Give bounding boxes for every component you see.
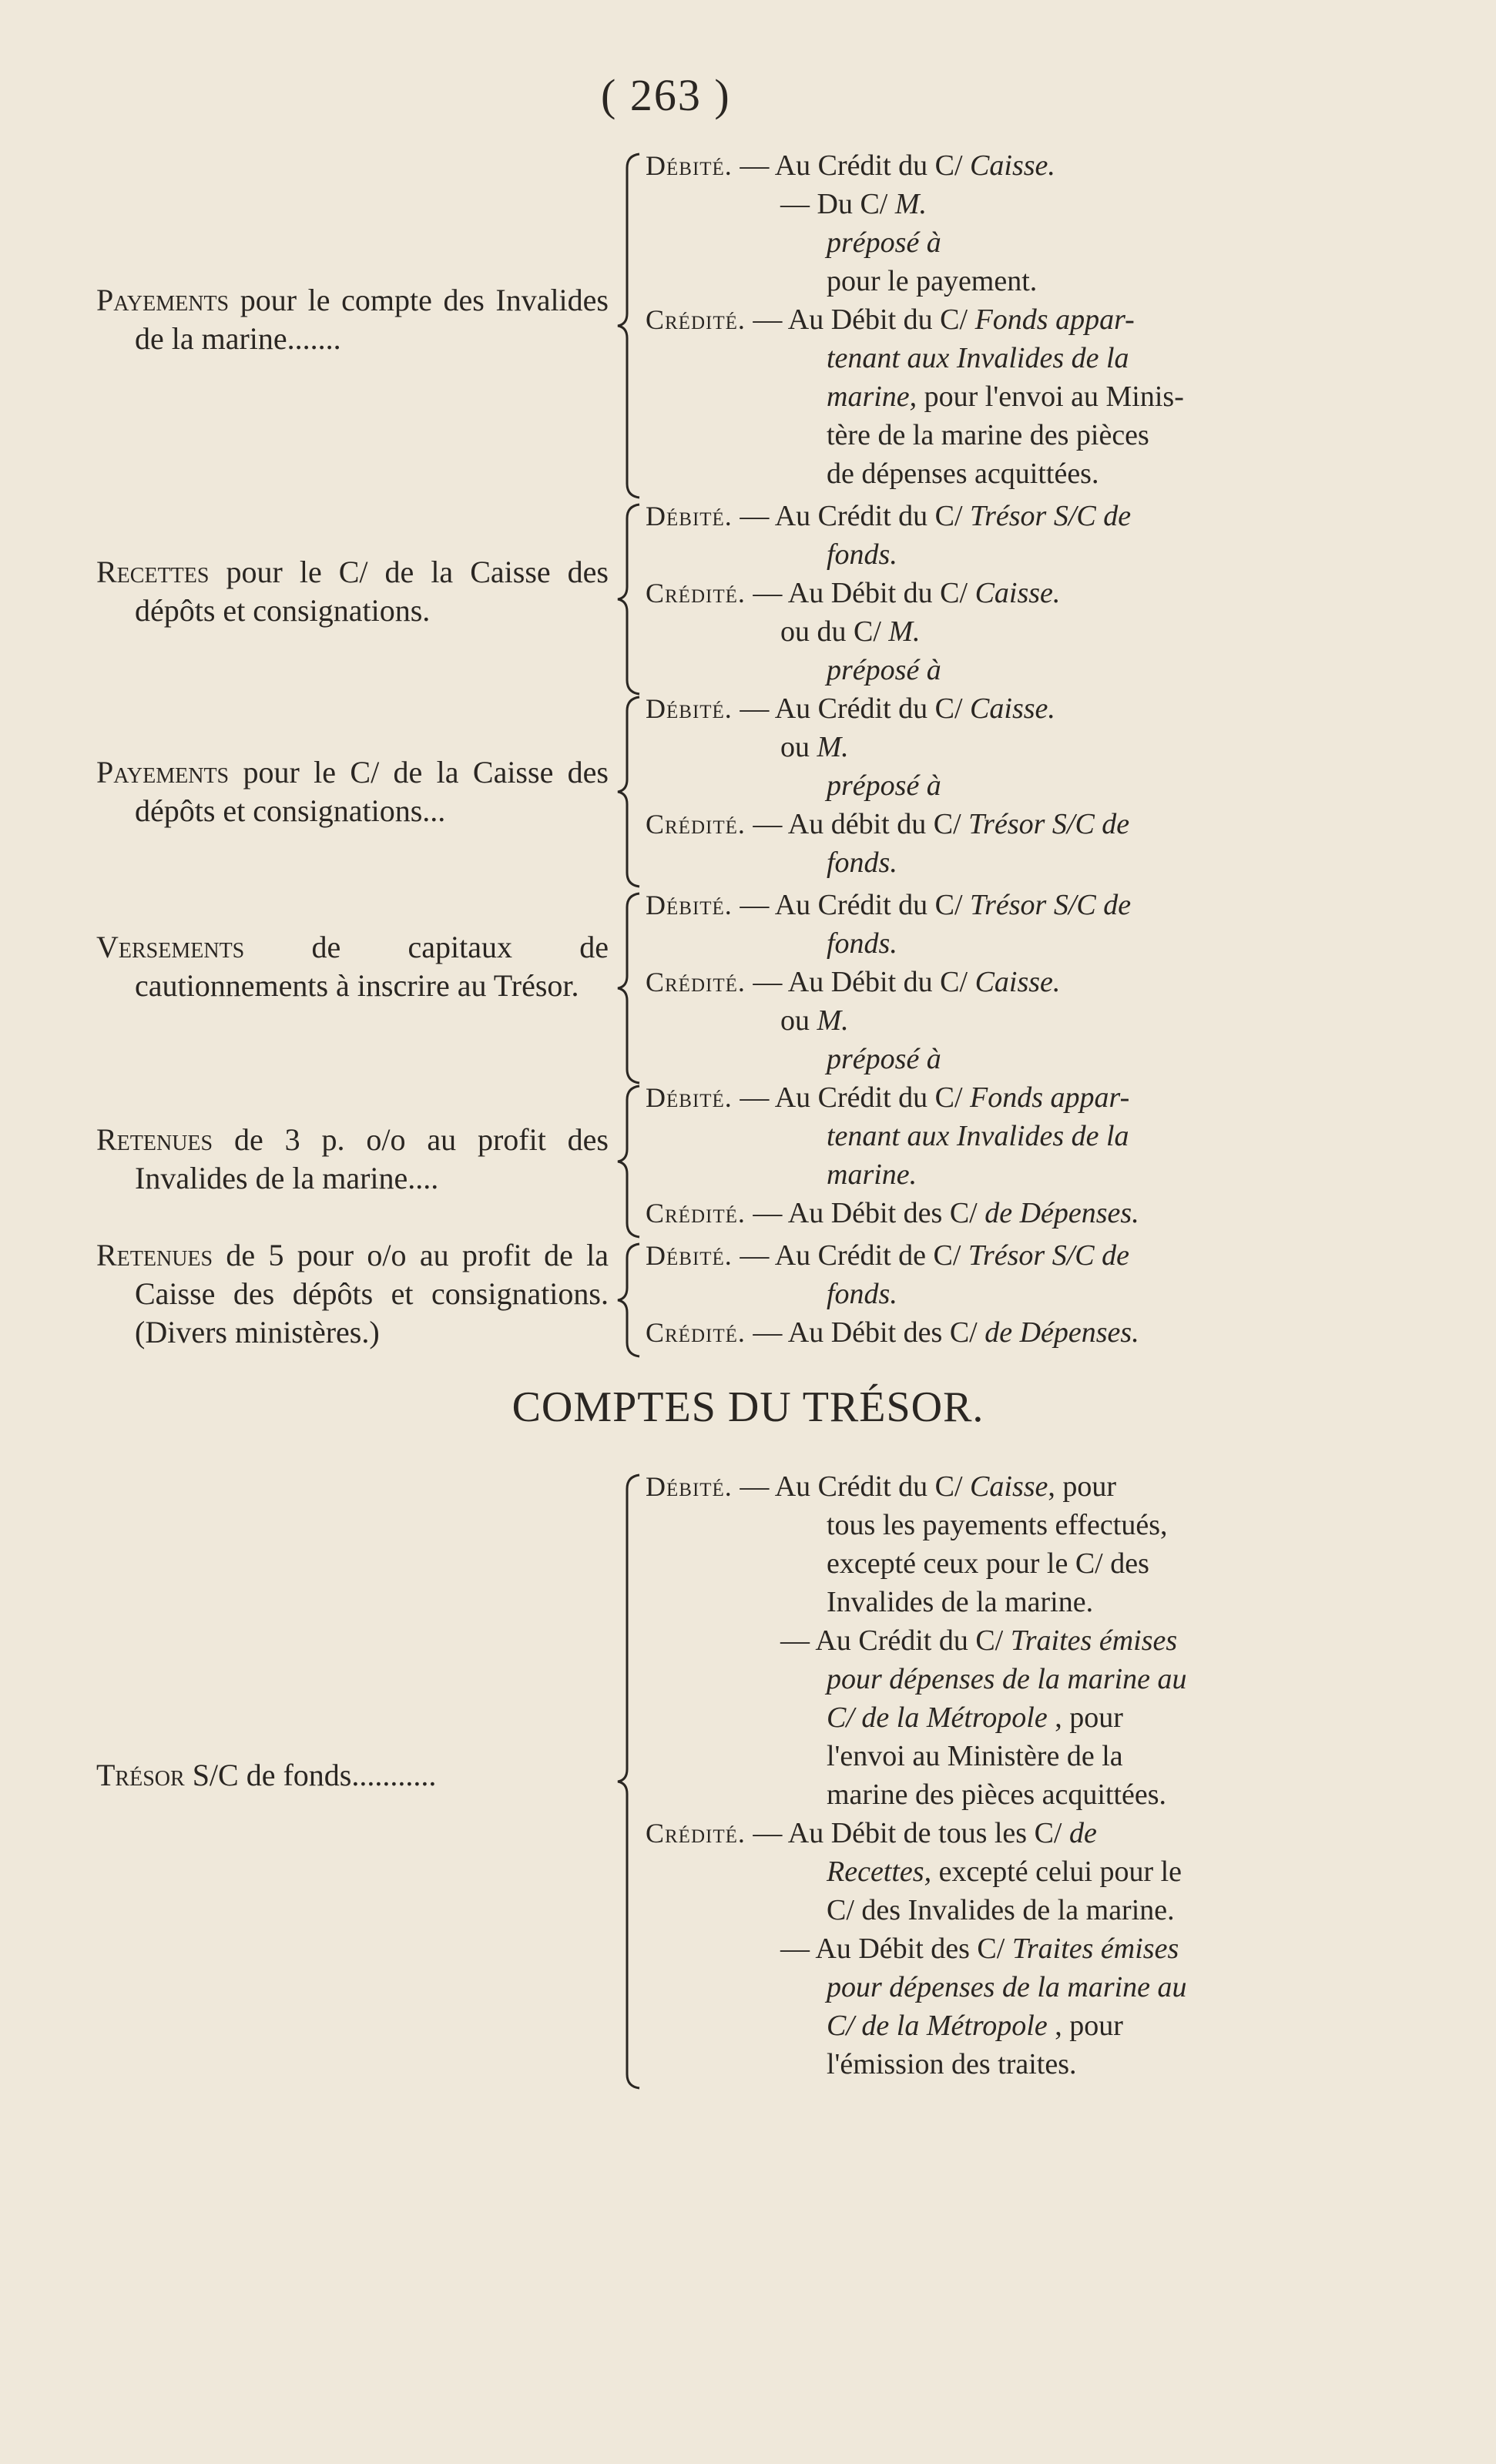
curly-brace [616, 1473, 647, 2090]
line-italic-text: Trésor S/C de [968, 1239, 1129, 1272]
line-italic-text: fonds. [827, 538, 897, 571]
entry-label [96, 928, 609, 1005]
entry-line [646, 377, 1184, 416]
entry-label-lead: Retenues [96, 1122, 213, 1157]
account-keyword: Crédité. [646, 809, 746, 840]
entry-label [96, 1236, 609, 1352]
entry-line [646, 262, 1184, 300]
entry-label-text: de 3 p. o/o au profit des Invalides de la marine.... [135, 1122, 609, 1195]
line-text: — Au Crédit du C/ [732, 1081, 971, 1114]
line-text: — Au Crédit du C/ [732, 889, 971, 921]
line-italic-text: fonds. [827, 1278, 897, 1310]
line-text-tail: excepté celui pour le [931, 1856, 1182, 1888]
entry-line [646, 651, 1131, 689]
entry-lines [646, 1078, 1139, 1232]
entry-lines [646, 497, 1131, 689]
entry-label [96, 1121, 609, 1198]
entry-line [646, 1040, 1131, 1078]
entry-line [646, 1078, 1139, 1117]
entry-line [646, 805, 1129, 843]
entry-label-text: pour le C/ de la Caisse des dépôts et consignations... [135, 755, 609, 828]
curly-brace [616, 892, 647, 1084]
line-italic-text: fonds. [827, 927, 897, 960]
line-text: — Au Crédit du C/ [780, 1624, 1011, 1657]
entry-label-text: S/C de fonds........... [184, 1758, 437, 1792]
entry-label-text: pour le C/ de la Caisse des dépôts et consignations. [135, 555, 609, 628]
line-italic-text: tenant aux Invalides de la [827, 1120, 1129, 1152]
entry-line [646, 1117, 1139, 1155]
line-text: l'émission des traites. [827, 2048, 1077, 2080]
line-italic-text: Fonds appar- [970, 1081, 1130, 1114]
entry-line [646, 886, 1131, 924]
entry-line [646, 1506, 1187, 1544]
entry-label-text: de capitaux de cautionnements à inscrire au Trésor. [135, 930, 609, 1003]
entry-line [646, 1155, 1139, 1194]
entry-line [646, 416, 1184, 454]
line-text: — Au Crédit du C/ [732, 500, 971, 532]
entry-line [646, 1313, 1139, 1352]
line-text: excepté ceux pour le C/ des [827, 1547, 1149, 1580]
line-text: — Au débit du C/ [745, 808, 969, 840]
entry-line [646, 146, 1184, 185]
line-text: l'envoi au Ministère de la [827, 1740, 1123, 1772]
entry-line [646, 1814, 1187, 1852]
account-keyword: Crédité. [646, 967, 746, 997]
entry-line [646, 1698, 1187, 1737]
line-italic-text: pour dépenses de la marine au [827, 1663, 1187, 1695]
entry-line [646, 1737, 1187, 1775]
line-text: marine des pièces acquittées. [827, 1778, 1167, 1811]
account-keyword: Crédité. [646, 578, 746, 608]
entry-lines [646, 1467, 1187, 2084]
entry-lines [646, 146, 1184, 493]
line-italic-text: M. [888, 615, 921, 648]
entry-label-text: de 5 pour o/o au profit de la Caisse des dépôts et consignations. (Divers ministères.) [135, 1238, 609, 1349]
entry-line [646, 1775, 1187, 1814]
line-italic-text: Caisse. [974, 577, 1061, 609]
entry-lines [646, 886, 1131, 1078]
line-italic-text: de Dépenses. [984, 1197, 1139, 1229]
line-text: Invalides de la marine. [827, 1586, 1094, 1618]
curly-brace [616, 503, 647, 696]
line-italic-text: M. [817, 731, 849, 763]
line-italic-text: de [1069, 1817, 1097, 1849]
line-italic-text: de Dépenses. [984, 1316, 1139, 1349]
entry-line [646, 339, 1184, 377]
line-italic-text: Caisse. [970, 692, 1055, 725]
section-heading: COMPTES DU TRÉSOR. [512, 1383, 984, 1431]
page-number: ( 263 ) [601, 70, 731, 120]
line-italic-text: marine, [827, 380, 917, 413]
account-keyword: Débité. [646, 1082, 733, 1113]
line-text-tail: , pour [1047, 2010, 1123, 2042]
line-text: — Au Débit des C/ [745, 1316, 985, 1349]
line-text: tous les payements effectués, [827, 1509, 1168, 1541]
line-italic-text: préposé à [827, 654, 941, 686]
line-text: C/ des Invalides de la marine. [827, 1894, 1175, 1926]
entry-line [646, 223, 1184, 262]
line-italic-text: Trésor S/C de [968, 808, 1130, 840]
entry-line [646, 497, 1131, 535]
line-italic-text: C/ de la Métropole [827, 1701, 1048, 1734]
entry-label-text: pour le compte des Invalides de la marine....... [135, 283, 609, 356]
entry-line [646, 1001, 1131, 1040]
entry-lines [646, 689, 1129, 882]
entry-label-lead: Trésor [96, 1758, 185, 1792]
entry-line [646, 1891, 1187, 1929]
line-italic-text: préposé à [827, 1043, 941, 1075]
line-text: — Au Débit de tous les C/ [745, 1817, 1069, 1849]
entry-label [96, 753, 609, 830]
account-keyword: Crédité. [646, 1317, 746, 1348]
line-text: — Au Débit du C/ [745, 577, 975, 609]
line-italic-text: préposé à [827, 769, 941, 802]
line-italic-text: Caisse [970, 1470, 1048, 1503]
line-italic-text: M. [817, 1004, 849, 1037]
entry-label [96, 553, 609, 630]
account-keyword: Crédité. [646, 304, 746, 335]
line-italic-text: préposé à [827, 226, 941, 259]
line-italic-text: pour dépenses de la marine au [827, 1971, 1187, 2003]
line-text-tail: pour l'envoi au Minis- [917, 380, 1184, 413]
curly-brace [616, 1084, 647, 1239]
line-text: — Au Débit du C/ [745, 966, 975, 998]
line-text: tère de la marine des pièces [827, 419, 1149, 451]
entry-label-lead: Versements [96, 930, 245, 964]
account-keyword: Débité. [646, 1471, 733, 1502]
line-text: — Du C/ [780, 188, 895, 220]
line-italic-text: Trésor S/C de [970, 500, 1132, 532]
curly-brace [616, 696, 647, 888]
entry-line [646, 924, 1131, 963]
entry-label [96, 281, 609, 358]
entry-line [646, 612, 1131, 651]
entry-line [646, 2045, 1187, 2084]
line-italic-text: Trésor S/C de [970, 889, 1132, 921]
line-text: ou [780, 731, 817, 763]
line-text: ou [780, 1004, 817, 1037]
entry-line [646, 1968, 1187, 2006]
entry-label-lead: Retenues [96, 1238, 213, 1272]
entry-line [646, 2006, 1187, 2045]
curly-brace [616, 153, 647, 499]
line-italic-text: marine. [827, 1158, 917, 1191]
entry-line [646, 1660, 1187, 1698]
line-text-tail: , pour [1048, 1470, 1117, 1503]
line-italic-text: fonds. [827, 846, 897, 879]
account-keyword: Débité. [646, 693, 733, 724]
line-text: ou du C/ [780, 615, 889, 648]
account-keyword: Crédité. [646, 1818, 746, 1849]
entry-label-lead: Payements [96, 283, 230, 317]
entry-label-lead: Recettes [96, 555, 210, 589]
line-text: — Au Débit des C/ [780, 1933, 1012, 1965]
line-text: — Au Crédit du C/ [732, 149, 971, 182]
entry-line [646, 963, 1131, 1001]
line-italic-text: Traites émises [1010, 1624, 1178, 1657]
entry-line [646, 535, 1131, 574]
line-italic-text: Recettes, [827, 1856, 932, 1888]
entry-line [646, 185, 1184, 223]
line-text: — Au Crédit du C/ [732, 692, 971, 725]
line-text: — Au Débit du C/ [745, 303, 975, 336]
entry-line [646, 300, 1184, 339]
entry-line [646, 843, 1129, 882]
account-keyword: Débité. [646, 501, 733, 531]
entry-line [646, 1852, 1187, 1891]
line-text: — Au Débit des C/ [745, 1197, 985, 1229]
entry-line [646, 1621, 1187, 1660]
entry-line [646, 1236, 1139, 1275]
entry-label-lead: Payements [96, 755, 230, 789]
entry-line [646, 1467, 1187, 1506]
entry-line [646, 1544, 1187, 1583]
account-keyword: Débité. [646, 890, 733, 920]
line-italic-text: tenant aux Invalides de la [827, 342, 1129, 374]
account-keyword: Crédité. [646, 1198, 746, 1229]
entry-line [646, 1583, 1187, 1621]
entry-line [646, 1194, 1139, 1232]
line-text-tail: , pour [1047, 1701, 1123, 1734]
line-text: pour le payement. [827, 265, 1038, 297]
line-italic-text: C/ de la Métropole [827, 2010, 1048, 2042]
entry-lines [646, 1236, 1139, 1352]
line-text: de dépenses acquittées. [827, 458, 1099, 490]
entry-line [646, 1275, 1139, 1313]
entry-label [96, 1756, 609, 1795]
line-italic-text: Fonds appar- [974, 303, 1135, 336]
account-keyword: Débité. [646, 150, 733, 181]
entry-line [646, 454, 1184, 493]
entry-line [646, 689, 1129, 728]
entry-line [646, 574, 1131, 612]
line-text: — Au Crédit de C/ [732, 1239, 968, 1272]
account-keyword: Débité. [646, 1240, 733, 1271]
entry-line [646, 766, 1129, 805]
line-italic-text: Caisse. [974, 966, 1061, 998]
line-text: — Au Crédit du C/ [732, 1470, 971, 1503]
line-italic-text: M. [894, 188, 927, 220]
line-italic-text: Caisse. [970, 149, 1055, 182]
curly-brace [616, 1242, 647, 1358]
line-italic-text: Traites émises [1011, 1933, 1179, 1965]
entry-line [646, 1929, 1187, 1968]
entry-line [646, 728, 1129, 766]
